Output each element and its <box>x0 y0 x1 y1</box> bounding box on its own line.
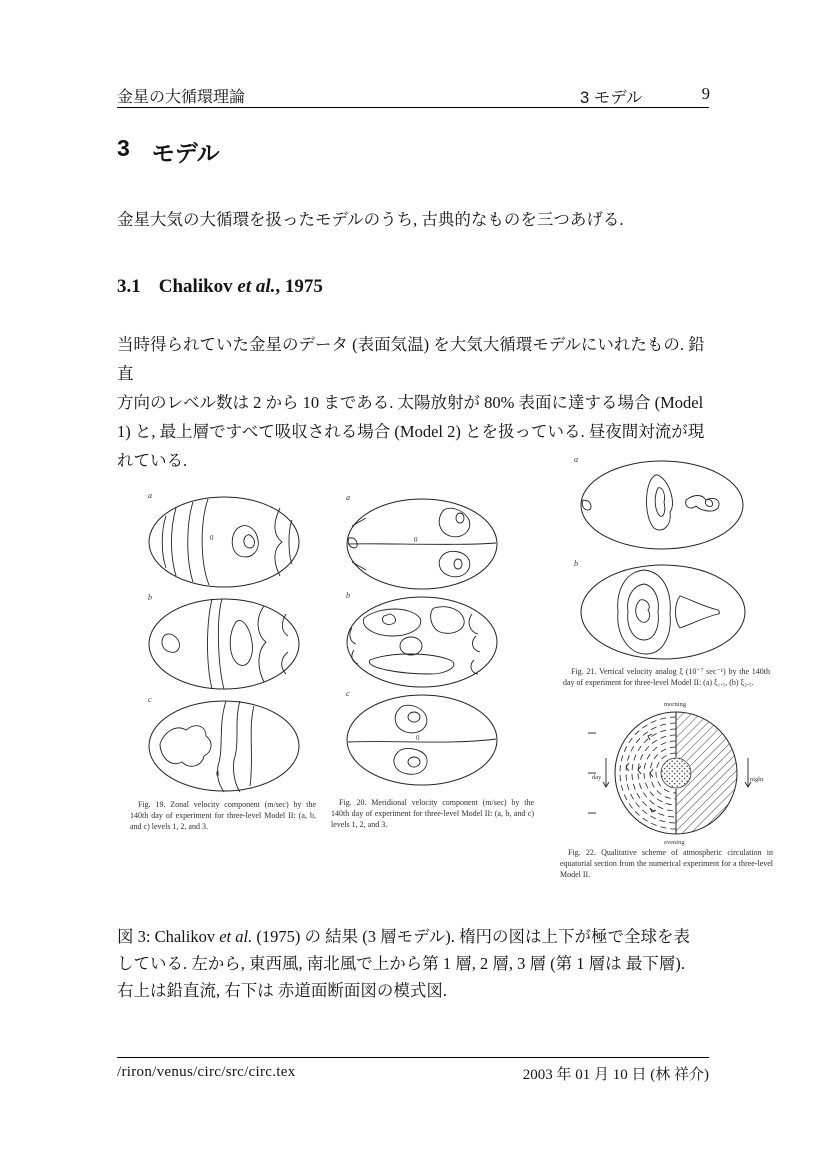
header-section: 3 モデル <box>580 89 643 107</box>
panel-letter: c <box>148 695 152 704</box>
figure-caption-line: 図 3: Chalikov et al. (1975) の 結果 (3 層モデル). 楕円の図は上下が極で全球を表 <box>117 927 690 946</box>
contour-label: 0 <box>414 536 418 544</box>
subsection-title: Chalikov et al., 1975 <box>158 276 323 297</box>
footer-rule <box>117 1057 709 1058</box>
contour-map-ellipse <box>578 458 746 552</box>
paragraph-line: 方向のレベル数は 2 から 10 まである. 太陽放射が 80% 表面に達する場合 (Model <box>117 393 704 412</box>
header-rule <box>117 107 709 108</box>
contour-label: 0 <box>216 770 220 778</box>
contour-map-ellipse <box>146 698 302 794</box>
fig19-caption: Fig. 19. Zonal velocity component (m/sec) by the 140th day of experiment for three-level Model II: (a, b, and c) levels 1, 2, and 3. <box>130 800 316 831</box>
footer-file-path: /riron/venus/circ/src/circ.tex <box>117 1064 296 1080</box>
figure-caption-line: 右上は鉛直流, 右下は 赤道面断面図の模式図. <box>117 981 447 1000</box>
figure-panel-meridional-level1 <box>344 493 500 592</box>
figure-panel-meridional-level2 <box>344 591 500 690</box>
contour-map-ellipse <box>344 594 500 690</box>
contour-map-ellipse <box>344 692 500 788</box>
contour-label: 0 <box>210 534 214 542</box>
scheme-label-night: night <box>750 776 764 783</box>
figure-panel-zonal-level2 <box>146 593 302 692</box>
section-heading <box>117 135 220 168</box>
scheme-label-day: day <box>592 774 602 781</box>
figure-panel-zonal-level1 <box>146 491 302 590</box>
paragraph-line: れている. <box>117 451 188 470</box>
panel-letter: c <box>346 689 350 698</box>
figure-panel-meridional-level3 <box>344 689 500 788</box>
figure-panel-zonal-level3 <box>146 695 302 794</box>
figure-caption-line: している. 左から, 東西風, 南北風で上から第 1 層, 2 層, 3 層 (第 1 層は 最下層). <box>117 954 685 973</box>
header-page-number: 9 <box>701 84 710 103</box>
scheme-label-evening: evening <box>664 839 685 846</box>
header-right <box>580 84 710 108</box>
subsection-number: 3.1 <box>117 276 141 297</box>
figure-panel-vertical-a <box>574 455 746 552</box>
header-title: 金星の大循環理論 <box>117 89 246 106</box>
contour-map-ellipse <box>344 496 500 592</box>
contour-label: 0 <box>416 734 420 742</box>
contour-map-ellipse <box>146 596 302 692</box>
paragraph-line: 当時得られていた金星のデータ (表面気温) を大気大循環モデルにいれたもの. 鉛直 <box>117 335 705 383</box>
contour-map-ellipse <box>578 562 748 662</box>
intro-paragraph: 金星大気の大循環を扱ったモデルのうち, 古典的なものを三つあげる. <box>117 210 624 229</box>
paragraph-line: 1) と, 最上層ですべて吸収される場合 (Model 2) とを扱っている. 昼夜間対流が現 <box>117 422 705 441</box>
section-title: モデル <box>151 140 220 166</box>
panel-letter: b <box>148 593 152 602</box>
contour-map-ellipse <box>146 494 302 590</box>
fig21-caption: Fig. 21. Vertical velocity analog ξ (10⁻⁷ sec⁻¹) by the 140th day of experiment for three-level Model II: (a) ξ₁.₅, (b) ξ₂.₅. <box>563 667 770 687</box>
fig22-caption: Fig. 22. Qualitative scheme of atmospheric circulation in equatorial section from the numerical experiment for a three-level Model II. <box>560 848 773 879</box>
figure-panel-scheme <box>586 700 766 850</box>
panel-letter: b <box>574 559 578 568</box>
panel-letter: a <box>346 493 350 502</box>
figure-caption <box>117 923 717 1004</box>
panel-letter: b <box>346 591 350 600</box>
footer-date-author: 2003 年 01 月 10 日 (林 祥介) <box>522 1067 709 1083</box>
scheme-label-morning: morning <box>664 701 687 708</box>
fig20-caption: Fig. 20. Meridional velocity component (m/sec) by the 140th day of experiment for three-level Model II: (a, b, and c) levels 1, 2, and 3. <box>331 798 534 829</box>
panel-letter: a <box>574 455 578 464</box>
panel-letter: a <box>148 491 152 500</box>
body-paragraph <box>117 330 717 475</box>
subsection-heading <box>117 276 323 298</box>
figure-panel-vertical-b <box>574 559 748 662</box>
section-number: 3 <box>117 135 130 161</box>
circulation-scheme-drawing <box>586 700 766 850</box>
